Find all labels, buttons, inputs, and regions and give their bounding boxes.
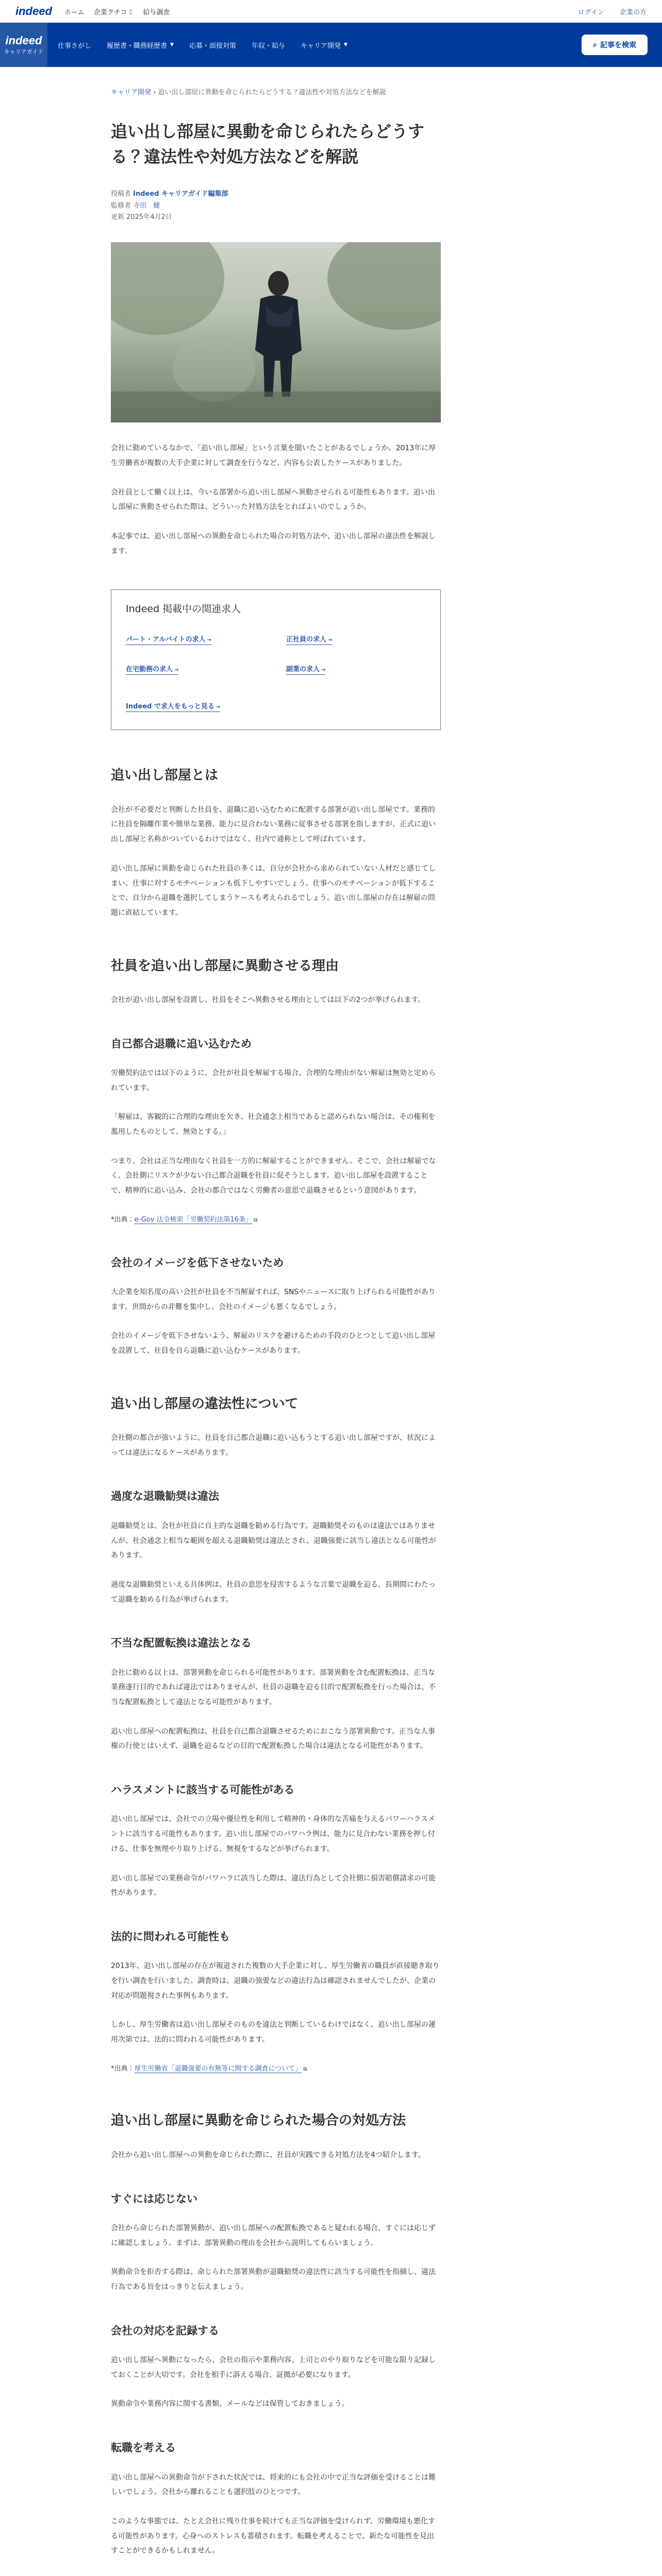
reviewer-label: 監修者 <box>111 201 131 210</box>
tree-shape <box>111 242 224 335</box>
subsection-heading: すぐには応じない <box>111 2192 197 2205</box>
body-paragraph: 会社から命じられた部署異動が、追い出し部屋への配置転換であると疑われる場合、すぐには応じずに確認しましょう。まずは、部署異動の理由を会社から説明してもらいましょう。 <box>111 2224 436 2247</box>
chevron-down-icon: ▼ <box>344 42 347 47</box>
body-paragraph: 異動命令や業務内容に関する書類、メールなどは保管しておきましょう。 <box>111 2400 349 2409</box>
job-link-side-job[interactable] <box>286 664 325 675</box>
source-label: *出典： <box>111 1215 135 1224</box>
body-paragraph: 追い出し部屋への異動命令が下された状況では、将来的にも会社の中で正当な評価を受けることは難しいでしょう。会社から離れることも選択肢のひとつです。 <box>111 2473 436 2497</box>
author-label: 投稿者 <box>111 190 131 198</box>
subsection-heading: 過度な退職勧奨は違法 <box>111 1490 219 1503</box>
career-guide-nav <box>0 23 662 67</box>
arrow-right-icon: → <box>207 637 211 643</box>
job-link-label: 正社員の求人 <box>286 636 327 644</box>
ground-shape <box>111 392 441 422</box>
hero-image <box>111 242 441 422</box>
job-link-part-time[interactable] <box>126 634 211 645</box>
body-paragraph: 会社から追い出し部屋への異動を命じられた際に、社員が実践できる対処方法を4つ紹介します。 <box>111 2150 425 2159</box>
subsection-heading: 会社の対応を記録する <box>111 2324 219 2337</box>
reviewer-line <box>111 200 441 212</box>
businessman-figure <box>250 263 307 402</box>
author-line <box>111 189 441 200</box>
page-title: 追い出し部屋に異動を命じられたらどうする？違法性や対処方法などを解説 <box>111 121 425 167</box>
job-link-full-time[interactable] <box>286 634 332 645</box>
intro-paragraph: 本記事では、追い出し部屋への異動を命じられた場合の対処方法や、追い出し部屋の違法性を解説します。 <box>111 532 436 555</box>
top-link-home[interactable]: ホーム <box>64 8 85 16</box>
job-link-label: 在宅勤務の求人 <box>126 666 173 674</box>
top-link-salaries[interactable]: 給与調査 <box>143 8 170 16</box>
more-jobs-link[interactable] <box>126 701 220 712</box>
top-links <box>64 7 170 16</box>
top-bar <box>0 0 662 23</box>
nav-item-job-search[interactable] <box>58 40 91 50</box>
search-articles-label: 記事を検索 <box>600 41 636 49</box>
indeed-logo[interactable]: indeed <box>15 5 52 18</box>
section-heading: 追い出し部屋に異動を命じられた場合の対処方法 <box>111 2113 406 2129</box>
intro-paragraph: 会社員として働く以上は、今いる部署から追い出し部屋へ異動させられる可能性もあります。追い出し部屋に異動させられた際は、どういった対処方法をとればよいのでしょうか。 <box>111 488 435 512</box>
source-note <box>111 2063 441 2076</box>
body-paragraph: 会社が不必要だと判断した社員を、退職に追い込むために配置する部署が追い出し部屋です。業務的に社員を隔離作業や簡単な業務、能力に見合わない業務に従事させる部署を指しますが、正式に追い出し部屋と名称がついているわけではなく、社内で通称として呼ばれています。 <box>111 805 436 844</box>
author-link[interactable]: Indeed キャリアガイド編集部 <box>133 190 228 198</box>
job-link-remote[interactable] <box>126 664 178 675</box>
more-jobs-label: Indeed で求人をもっと見る <box>126 703 214 711</box>
nav-item-salary[interactable] <box>252 40 285 50</box>
career-guide-logo-sub: キャリアガイド <box>4 48 44 55</box>
intro-paragraph: 会社に勤めているなかで、「追い出し部屋」という言葉を聞いたことがあるでしょうか。2013年に厚生労働省が複数の大手企業に対して調査を行うなど、内容も公表したケースがありました。 <box>111 444 436 467</box>
source-link[interactable]: e-Gov 法令検索「労働契約法第16条」 <box>134 1215 253 1224</box>
top-link-company-reviews[interactable]: 企業クチコミ <box>93 8 134 16</box>
body-paragraph: 退職勧奨とは、会社が社員に自主的な退職を勧める行為です。退職勧奨そのものは違法ではありませんが、社会通念上相当な範囲を超える退職勧奨は違法とされ、退職強要に該当し違法となる可能性があります。 <box>111 1521 436 1560</box>
login-link[interactable]: ログイン <box>577 8 604 16</box>
article-meta <box>111 189 441 224</box>
body-paragraph: 会社側の都合が強いように、社員を自己都合退職に追い込もうとする追い出し部屋ですが、状況によっては違法になるケースがあります。 <box>111 1434 436 1457</box>
reviewer-name[interactable]: 寺田 健 <box>133 201 160 210</box>
body-paragraph: 追い出し部屋へ異動になったら、会社の指示や業務内容、上司とのやり取りなどを可能な限り記録しておくことが大切です。会社を相手に訴える場合、証拠が必要になります。 <box>111 2356 436 2379</box>
nav-item-label: 履歴書・職務経歴書 <box>107 42 168 50</box>
body-paragraph: 会社のイメージを低下させないよう、解雇のリスクを避けるための手段のひとつとして追い出し部屋を設置して、社員を自ら退職に追い込むケースがあります。 <box>111 1332 436 1355</box>
source-link[interactable]: 厚生労働省「退職強要の有無等に関する調査について」 <box>134 2064 302 2073</box>
body-paragraph: 会社が追い出し部屋を設置し、社員をそこへ異動させる理由としては以下の2つが挙げられます。 <box>111 995 425 1004</box>
source-note <box>111 1214 441 1227</box>
body-paragraph: しかし、厚生労働省は追い出し部屋そのものを違法と判断しているわけではなく、追い出し部屋の運用次第では、法的に問われる可能性があります。 <box>111 2021 436 2044</box>
body-paragraph: 異動命令を拒否する際は、命じられた部署異動が退職勧奨の違法性に該当する可能性を指摘し、違法行為である旨をはっきりと伝えましょう。 <box>111 2268 436 2291</box>
nav-item-label: 年収・給与 <box>251 42 285 50</box>
intro <box>111 441 441 558</box>
career-guide-logo-brand: indeed <box>5 34 42 47</box>
related-jobs-grid <box>126 634 426 675</box>
section-heading: 社員を追い出し部屋に異動させる理由 <box>111 958 339 974</box>
nav-item-label: 応募・面接対策 <box>189 42 236 50</box>
arrow-right-icon: → <box>321 667 326 673</box>
subsection-heading: 会社のイメージを低下させないため <box>111 1256 284 1269</box>
nav-item-career[interactable] <box>301 40 347 50</box>
body-paragraph: 追い出し部屋に異動を命じられた社員の多くは、自分が会社から求められていない人材だと感じてしまい、仕事に対するモチベーションも低下しやすいでしょう。仕事へのモチベーションが低下することで、自分から退職を選択してしまうケースも考えられるでしょう。追い出し部屋の存在は解雇の問題に直結しています。 <box>111 864 436 917</box>
body-paragraph: 会社に勤める以上は、部署異動を命じられる可能性があります。部署異動を含む配置転換は、正当な業務遂行目的であれば違法ではありませんが、社員の退職を迫る目的で配置転換を行った場合は、不当な配置転換として違法となる可能性があります。 <box>111 1668 436 1707</box>
body-paragraph: 追い出し部屋への配置転換は、社員を自己都合退職させるためにおこなう部署異動です。正当な人事権の行使とはいえず、退職を迫るなどの目的で配置転換した場合は違法となる可能性があります。 <box>111 1727 435 1751</box>
top-right <box>578 7 647 16</box>
updated-date: 更新 2025年4月2日 <box>111 213 172 222</box>
breadcrumb-current: 追い出し部屋に異動を命じられたらどうする？違法性や対処方法などを解説 <box>158 89 386 96</box>
body-paragraph: このような事態では、たとえ会社に残り仕事を続けても正当な評価を受けられず、労働環境も悪化する可能性があります。心身へのストレスも蓄積されます。転職を考えることで、新たな可能性を見出すことができるかもしれません。 <box>111 2517 435 2555</box>
subsection-heading: 不当な配置転換は違法となる <box>111 1637 252 1650</box>
quote-paragraph: 「解雇は、客観的に合理的な理由を欠き、社会通念上相当であると認められない場合は、その権利を濫用したものとして、無効とする。」 <box>111 1113 436 1137</box>
article-main <box>111 67 441 2576</box>
tree-shape <box>327 242 441 330</box>
chevron-down-icon: ▼ <box>170 42 174 47</box>
subsection-heading: 法的に問われる可能性も <box>111 1930 230 1943</box>
related-jobs-box <box>111 589 441 730</box>
body-paragraph: 過度な退職勧奨といえる具体例は、社員の意思を侵害するような言葉で退職を迫る、長期間にわたって退職を勧める行為が挙げられます。 <box>111 1580 436 1604</box>
breadcrumb-parent[interactable]: キャリア開発 <box>111 89 152 96</box>
breadcrumb <box>111 88 441 98</box>
body-paragraph: 追い出し部屋では、会社での立場や優位性を利用して精神的・身体的な苦痛を与えるパワーハラスメントに該当する可能性もあります。追い出し部屋でのパワハラ例は、能力に見合わない業務を押し付ける、仕事を無理やり取り上げる、無視をするなどが挙げられます。 <box>111 1815 435 1853</box>
breadcrumb-separator: › <box>153 89 158 96</box>
body-paragraph: 大企業を知名度の高い会社が社員を不当解雇すれば、SNSやニュースに取り上げられる可能性があります。世間からの非難を集中し、会社のイメージも悪くなるでしょう。 <box>111 1287 436 1311</box>
subsection-heading: 自己都合退職に追い込むため <box>111 1037 252 1050</box>
arrow-right-icon: → <box>328 637 333 643</box>
arrow-right-icon: → <box>216 704 221 710</box>
search-icon: ⌕ <box>593 41 597 49</box>
nav-item-interview[interactable] <box>189 40 236 50</box>
body-paragraph: 労働契約法では以下のように、会社が社員を解雇する場合、合理的な理由がない解雇は無効と定められています。 <box>111 1069 436 1092</box>
career-guide-logo[interactable] <box>0 23 47 67</box>
section-heading: 追い出し部屋とは <box>111 768 219 784</box>
employer-link[interactable]: 企業の方 <box>619 8 647 16</box>
nav-item-resume[interactable] <box>107 40 174 50</box>
body-paragraph: 追い出し部屋での業務命令がパワハラに該当した際は、違法行為として会社側に損害賠償請求の可能性があります。 <box>111 1874 436 1897</box>
subsection-heading: ハラスメントに該当する可能性がある <box>111 1784 295 1797</box>
body-paragraph: つまり、会社は正当な理由なく社員を一方的に解雇することができません。そこで、会社は解雇でなく、会社側にリスクが少ない自己都合退職を社員に促そうとします。追い出し部屋を設置することで、精神的に追い込み、会社の都合ではなく労働者の意思で退職させるという意図があります。 <box>111 1157 436 1195</box>
job-link-label: パート・アルバイトの求人 <box>126 636 206 644</box>
section-heading: 追い出し部屋の違法性について <box>111 1396 299 1412</box>
subsection-heading: 転職を考える <box>111 2442 176 2454</box>
search-articles-button[interactable] <box>582 35 648 55</box>
body-paragraph: 2013年、追い出し部屋の存在が報道された複数の大手企業に対し、厚生労働省の職員が直接聴き取りを行い調査を行いました。調査時は、退職の強要などの違法行為は確認されませんでしたが、企業の対応が問題視された事例もあります。 <box>111 1962 440 2000</box>
nav-items <box>58 40 347 50</box>
source-label: *出典： <box>111 2064 135 2073</box>
nav-item-label: キャリア開発 <box>300 42 341 50</box>
external-link-icon: ⧉ <box>303 2066 307 2072</box>
external-link-icon: ⧉ <box>254 1217 258 1223</box>
related-jobs-title: Indeed 掲載中の関連求人 <box>126 603 241 615</box>
arrow-right-icon: → <box>174 667 179 673</box>
job-link-label: 副業の求人 <box>286 666 320 674</box>
nav-item-label: 仕事さがし <box>58 42 92 50</box>
